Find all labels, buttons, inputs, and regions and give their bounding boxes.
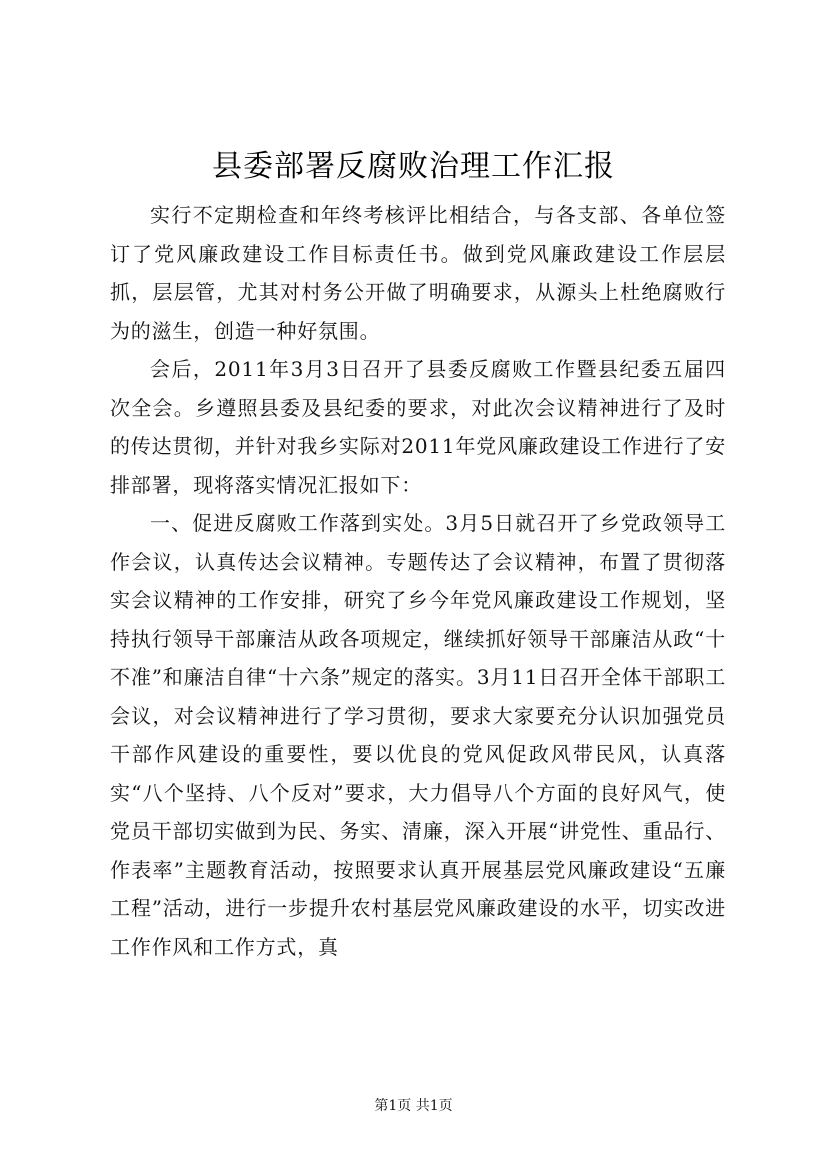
page-number-label: 第1页 共1页 — [374, 1098, 453, 1114]
paragraph-2: 会后，2011年3月3日召开了县委反腐败工作暨县纪委五届四次全会。乡遵照县委及县纪委的要求，对此次会议精神进行了及时的传达贯彻，并针对我乡实际对2011年党风廉政建设工作进行了安排部署，现将落实情况汇报如下： — [110, 357, 726, 497]
paragraph-1: 实行不定期检查和年终考核评比相结合，与各支部、各单位签订了党风廉政建设工作目标责任书。做到党风廉政建设工作层层抓，层层管，尤其对村务公开做了明确要求，从源头上杜绝腐败行为的滋生，创造一种好氛围。 — [110, 203, 726, 343]
paragraph-3: 一、促进反腐败工作落到实处。3月5日就召开了乡党政领导工作会议，认真传达会议精神。专题传达了会议精神，布置了贯彻落实会议精神的工作安排，研究了乡今年党风廉政建设工作规划，坚持执行领导干部廉洁从政各项规定，继续抓好领导干部廉洁从政“十不准”和廉洁自律“十六条”规定的落实。3月11日召开全体干部职工会议，对会议精神进行了学习贯彻，要求大家要充分认识加强党员干部作风建设的重要性，要以优良的党风促政风带民风，认真落实“八个坚持、八个反对”要求，大力倡导八个方面的良好风气，使党员干部切实做到为民、务实、清廉，深入开展“讲党性、重品行、作表率”主题教育活动，按照要求认真开展基层党风廉政建设“五廉工程”活动，进行一步提升农村基层党风廉政建设的水平，切实改进工作作风和工作方式，真 — [110, 511, 726, 959]
document-title: 县委部署反腐败治理工作汇报 — [212, 149, 615, 184]
page-footer — [0, 1096, 827, 1116]
document-body — [110, 196, 726, 966]
